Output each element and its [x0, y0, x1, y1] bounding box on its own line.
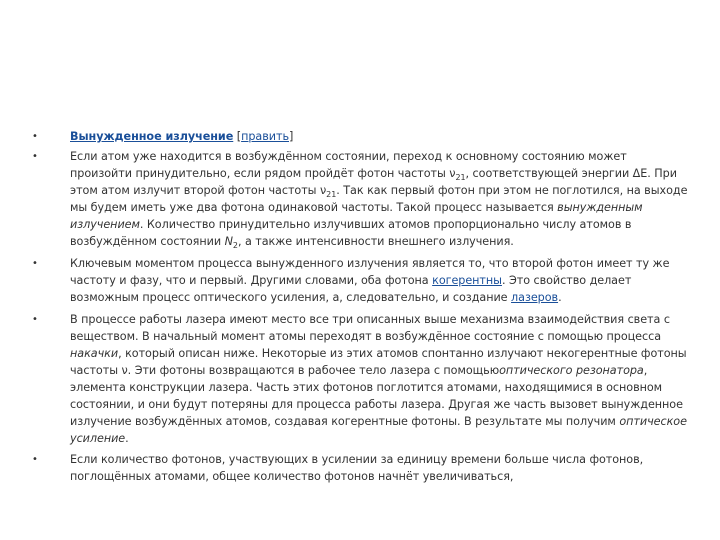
para2-text-3: .	[558, 291, 562, 304]
para1-text-4: . Количество принудительно излучивших атомов пропорционально числу атомов в возбуждённом состоянии	[70, 218, 632, 248]
para3-text-1: В процессе работы лазера имеют место все три описанных выше механизма взаимодействия света с веществом. В начальный момент атомы переходят в возбуждённое состояние с помощью процесса	[70, 313, 670, 343]
para1-sub-2: 21	[326, 190, 337, 200]
bracket-close: ]	[289, 130, 294, 143]
lasers-link[interactable]: лазеров	[511, 291, 559, 304]
bullet-icon: •	[32, 454, 38, 465]
edit-link[interactable]: править	[241, 130, 289, 143]
para1-n-symbol: N	[224, 235, 233, 248]
list-item-coherence	[32, 255, 692, 306]
bullet-icon: •	[32, 258, 38, 269]
bullet-list	[32, 128, 692, 485]
para1-emphasis: вынужденным излучением	[70, 201, 643, 231]
para3-text-3: , элемента конструкции лазера. Часть этих фотонов поглотится атомами, находящимися в основном состоянии, и они будут потеряны для процесса работы лазера. Другая же часть вызовет вынужденное излучение возбуждённых атомов, создавая когерентные фотоны. В результате мы получим	[70, 364, 683, 428]
bracket-open: [	[233, 130, 242, 143]
bullet-icon: •	[32, 131, 38, 142]
para1-text-1: Если атом уже находится в возбуждённом состоянии, переход к основному состоянию может произойти принудительно, если рядом пройдёт фотон частоты ν	[70, 150, 627, 180]
bullet-icon: •	[32, 314, 38, 325]
bullet-icon: •	[32, 151, 38, 162]
para3-text-2: , который описан ниже. Некоторые из этих атомов спонтанно излучают некогерентные фотоны частоты ν. Эти фотоны возвращаются в рабочее тело лазера с помощью	[70, 347, 687, 377]
section-title-link[interactable]: Вынужденное излучение	[70, 130, 234, 143]
list-item-laser-process	[32, 311, 692, 447]
para1-sub-1: 21	[455, 173, 466, 183]
para3-emphasis-pumping: накачки	[70, 347, 119, 360]
para3-text-4: .	[125, 432, 129, 445]
coherent-link[interactable]: когерентны	[432, 274, 502, 287]
para1-n-sub: 2	[232, 241, 238, 251]
para1-text-2: , соответствующей энергии ΔE. При этом атом излучит второй фотон частоты ν	[70, 167, 677, 197]
para3-emphasis-resonator: оптического резонатора	[499, 364, 644, 377]
para3-emphasis-gain: оптическое усиление	[70, 415, 687, 445]
para1-text-5: , а также интенсивности внешнего излучения.	[237, 235, 514, 248]
para4-text-1: Если количество фотонов, участвующих в усилении за единицу времени больше числа фотонов, поглощённых атомами, общее количество фотонов начнёт увеличиваться,	[70, 453, 644, 483]
para1-text-3: . Так как первый фотон при этом не поглотился, на выходе мы будем иметь уже два фотона одинаковой частоты. Такой процесс называется	[70, 184, 688, 214]
para2-text-1: Ключевым моментом процесса вынужденного излучения является то, что второй фотон имеет ту же частоту и фазу, что и первый. Другими словами, оба фотона	[70, 257, 670, 287]
list-item-photon-count	[32, 451, 692, 485]
para2-text-2: . Это свойство делает возможным процесс оптического усиления, а, следовательно, и создание	[70, 274, 632, 304]
list-item-heading	[32, 128, 692, 145]
list-item-stimulated-emission	[32, 148, 692, 250]
